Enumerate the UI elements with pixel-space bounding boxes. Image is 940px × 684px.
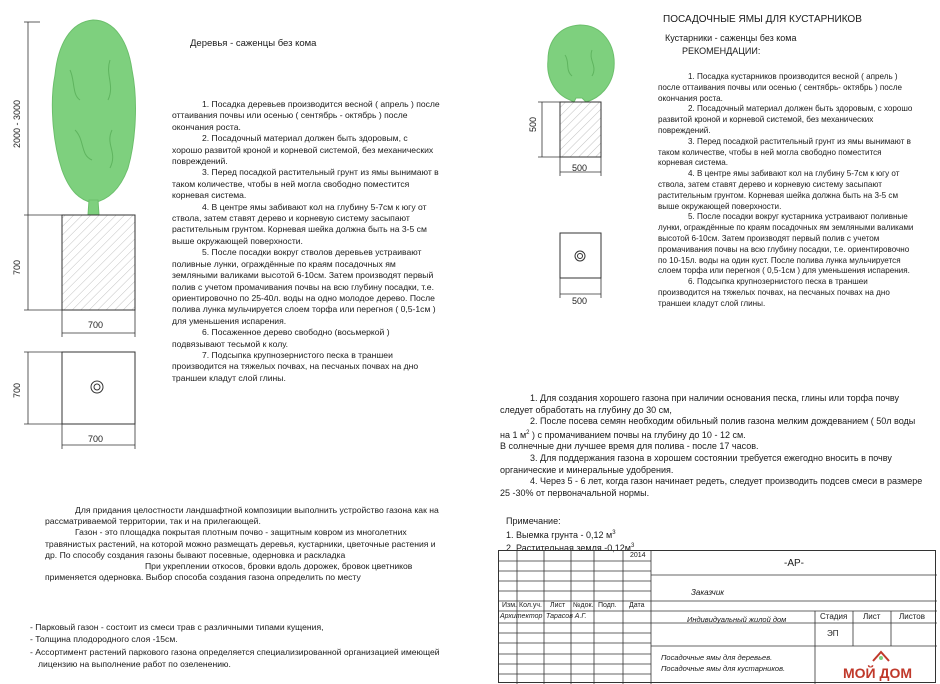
note-1: 1. Выемка грунта - 0,12 $м^3$	[506, 529, 616, 540]
shrubs-p5: 5. После посадки вокруг кустарника устраивают поливные лунки, ограждённые по краям посадочных ям земляными валиками высотой 6-10см. Затем производят первый полив с учетом промачивания почвы на всю глубину посадки, т.е. ориентировочно по 10-15л. воды на один куст. После полива лунка мульчируется слоем торфа или перегноя ( 0,5-1см ) для уменьшения испарения.	[658, 212, 914, 276]
stamp-code: -АР-	[784, 558, 804, 569]
lawn-bullet-3: - Ассортимент растений паркового газона определяется специализированной организацией имеющей лицензию на выполнение работ по озеленению.	[30, 646, 440, 670]
lawn-left-p1: Для придания целостности ландшафтной композиции выполнить устройство газона как на рассматриваемой территории, так и на прилегающей.	[45, 505, 439, 527]
lawn-right-p3: 3. Для поддержания газона в хорошем состоянии требуется ежегодно вносить в почву органические и минеральные удобрения.	[500, 452, 892, 475]
stamp-architect-role: Архитектор	[500, 613, 543, 620]
stamp-year: 2014	[630, 552, 646, 559]
notes	[506, 516, 634, 555]
trees-title: Деревья - саженцы без кома	[190, 38, 317, 49]
stamp-sheet-title-2: Посадочные ямы для кустарников.	[661, 664, 786, 673]
stamp-object: Индивидуальный жилой дом	[687, 615, 787, 624]
tree-height-dim: 2000 - 3000	[12, 99, 22, 148]
shrubs-p2: 2. Посадочный материал должен быть здоровым, с хорошо развитой кроной и корневой системой, без механических повреждений.	[658, 104, 913, 135]
notes-title: Примечание:	[506, 516, 561, 526]
lawn-left-text	[45, 505, 440, 583]
shrub-plan-width-dim: 500	[572, 296, 588, 306]
shrub-pit-plan	[560, 233, 601, 278]
shrub-pit-section	[560, 102, 601, 157]
stamp-col-4: Подп.	[598, 602, 617, 609]
trees-p1: 1. Посадка деревьев производится весной ( апрель ) после оттаивания почвы или осенью ( сентябрь - октябрь ) после окончания роста.	[172, 99, 440, 132]
lawn-right-p4: 4. Через 5 - 6 лет, когда газон начинает редеть, следует производить подсев смеси в размере 25 -30% от первоначальной нормы.	[500, 476, 923, 498]
title-block	[498, 550, 936, 683]
stamp-logo: МОЙ ДОМ	[843, 665, 913, 681]
tree-pit-section	[62, 215, 135, 310]
lawn-bullets	[30, 621, 470, 671]
tree-pit-width-dim: 700	[88, 320, 104, 330]
shrubs-subtitle: Кустарники - саженцы без кома	[665, 33, 797, 43]
shrub-pit-width-dim: 500	[572, 163, 588, 173]
lawn-right-text	[500, 393, 925, 499]
tree-pit-plan	[62, 352, 135, 424]
shrubs-rec: РЕКОМЕНДАЦИИ:	[682, 46, 761, 56]
shrub-crown	[548, 25, 614, 102]
lawn-right-p2c: В солнечные дни лучшее время для полива - после 17 часов.	[500, 441, 759, 452]
shrub-pit-depth-dim: 500	[528, 116, 538, 132]
lawn-right-p2: 2. После посева семян необходим обильный полив газона мелким дождеванием ( 50л воды на 1 $м^2$ ) с промачиванием почвы на глубину до 10 - 12 см.	[500, 416, 916, 440]
shrubs-p6: 6. Подсыпка крупнозернистого песка в траншеи производится на тяжелых почвах, на песчаных почвах на дно траншеи кладут слой глины.	[658, 277, 890, 308]
tree-plan-width-dim: 700	[88, 434, 104, 444]
stamp-col-1: Кол.уч.	[519, 602, 542, 609]
shrubs-heading: ПОСАДОЧНЫЕ ЯМЫ ДЛЯ КУСТАРНИКОВ	[663, 14, 862, 25]
stamp-col-0: Изм.	[502, 602, 517, 609]
trees-p5: 5. После посадки вокруг стволов деревьев устраивают поливные лунки, ограждённые по краям посадочных ям земляными валиками высотой 6-10см. Затем производят первый полив с учетом промачивания почвы на всю глубину посадки, т.е. ориентировочно по 25-40л. воды на одно молодое дерево. После полива лунка мульчируется слоем торфа или перегноя ( 0,5-1см ) для уменьшения испарения.	[172, 247, 436, 326]
tree-plan-depth-dim: 700	[12, 382, 22, 398]
trees-text	[172, 99, 440, 384]
tree-drawing	[0, 0, 160, 450]
trees-p3: 3. Перед посадкой растительный грунт из ямы вынимают в таком количестве, чтобы в ней могла свободно поместится корневая система.	[172, 167, 439, 201]
stamp-col-2: Лист	[550, 602, 566, 609]
lawn-bullet-2: - Толщина плодородного слоя -15см.	[30, 634, 178, 645]
house-logo-icon	[871, 649, 891, 663]
shrubs-p4: 4. В центре ямы забивают кол на глубину 5-7см к югу от ствола, затем ставят дерево и корневую систему засыпают растительным грунтом. Корневая шейка должна быть на 3-5 см выше окружающей поверхности.	[658, 169, 900, 211]
stamp-col-5: Дата	[629, 602, 645, 609]
tree-pit-depth-dim: 700	[12, 259, 22, 275]
tree-trunk	[88, 200, 99, 215]
trees-p6: 6. Посаженное дерево свободно (восьмеркой ) подвязывают тесьмой к колу.	[172, 327, 390, 349]
stamp-col-3: №док.	[573, 602, 594, 609]
stamp-sheet-header: Лист	[863, 612, 881, 621]
shrubs-text	[658, 72, 918, 310]
stamp-customer: Заказчик	[691, 588, 725, 597]
stamp-sheet-title-1: Посадочные ямы для деревьев.	[661, 653, 773, 662]
lawn-left-p3: При укреплении откосов, бровки вдоль дорожек, бровок цветников применяется одерновка. Выбор способа создания газона определить по месту	[45, 561, 413, 583]
stamp-stage-header: Стадия	[820, 612, 848, 621]
tree-crown	[52, 20, 135, 203]
stamp-stage: ЭП	[827, 629, 839, 638]
lawn-right-p1: 1. Для создания хорошего газона при наличии основания песка, глины или торфа почву следует обработать на глубину до 30 см,	[500, 393, 899, 415]
note-2: 2. Растительная земля $-0,12м^3$	[506, 543, 635, 553]
lawn-left-p2: Газон - это площадка покрытая плотным почво - защитным ковром из многолетних травянистых растений, на которой можно размещать деревья, кустарники, цветочные растения и др. По способу создания газоны бывают посевные, одерновка и раскладка	[45, 527, 436, 560]
shrubs-p3: 3. Перед посадкой растительный грунт из ямы вынимают в таком количестве, чтобы в ней могла свободно поместится корневая система.	[658, 136, 911, 168]
stamp-sheets-header: Листов	[899, 612, 925, 621]
trees-p7: 7. Подсыпка крупнозернистого песка в траншеи производится на тяжелых почвах, на песчаных почвах на дно траншеи кладут слой глины.	[172, 349, 419, 383]
shrubs-p1: 1. Посадка кустарников производится весной ( апрель ) после оттаивания почвы или осенью ( сентябрь- октябрь ) после окончания роста.	[658, 72, 903, 103]
trees-p2: 2. Посадочный материал должен быть здоровым, с хорошо развитой кроной и корневой системой, без механических повреждений.	[172, 133, 434, 167]
lawn-bullet-1: - Парковый газон - состоит из смеси трав с различными типами кущения,	[30, 622, 324, 632]
trees-p4: 4. В центре ямы забивают кол на глубину 5-7см к югу от ствола, затем ставят дерево и корневую систему засыпают растительным грунтом. Корневая шейка должна быть на 3-5 см выше окружающей поверхности.	[172, 201, 427, 246]
stamp-architect-name: Тарасов А.Г.	[546, 613, 587, 620]
